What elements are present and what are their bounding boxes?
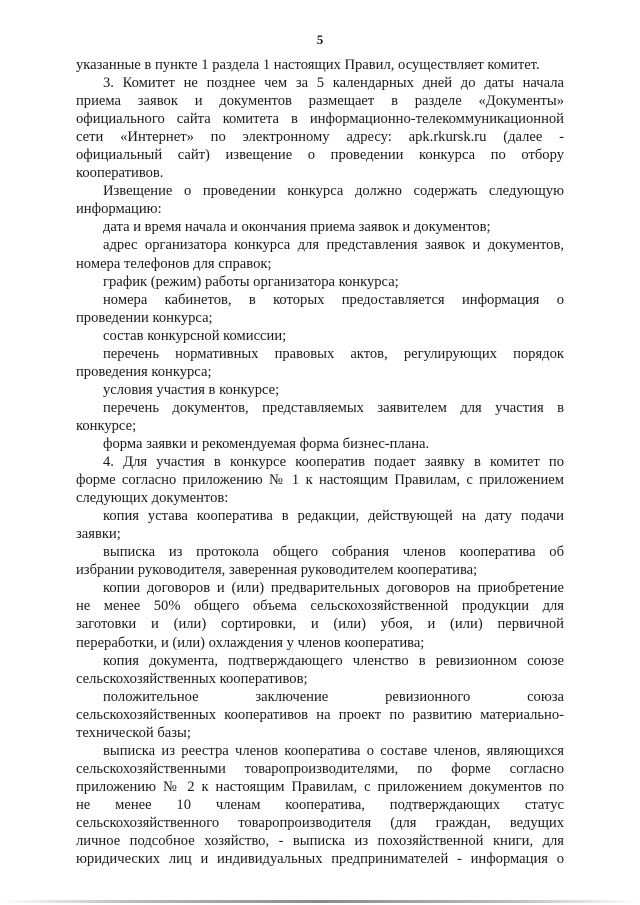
text-line: заготовки и (или) сортировки, и (или) убоя, и (или) первичной bbox=[76, 616, 564, 633]
text-line: Извещение о проведении конкурса должно содержать следующую bbox=[103, 183, 564, 200]
text-line: заявки; bbox=[76, 526, 121, 543]
text-line: выписка из протокола общего собрания членов кооператива об bbox=[103, 544, 564, 561]
text-line: условия участия в конкурсе; bbox=[103, 381, 280, 398]
text-line: указанные в пункте 1 раздела 1 настоящих Правил, осуществляет комитет. bbox=[76, 57, 540, 73]
document-body bbox=[76, 56, 564, 868]
text-line: сельскохозяйственными товаропроизводителями, по форме согласно bbox=[76, 760, 564, 777]
text-line: выписка из реестра членов кооператива о составе членов, являющихся bbox=[103, 742, 564, 759]
text-line: технической базы; bbox=[76, 724, 191, 741]
text-line: 3. Комитет не позднее чем за 5 календарных дней до даты начала bbox=[103, 75, 564, 92]
text-line: дата и время начала и окончания приема заявок и документов; bbox=[103, 219, 491, 236]
text-line: адрес организатора конкурса для представления заявок и документов, bbox=[103, 237, 564, 254]
text-line: информацию: bbox=[76, 201, 162, 218]
text-line: график (режим) работы организатора конкурса; bbox=[103, 273, 399, 290]
text-line: перечень нормативных правовых актов, регулирующих порядок bbox=[103, 345, 564, 362]
text-line: приема заявок и документов размещает в разделе «Документы» bbox=[76, 93, 564, 110]
text-line: следующих документов: bbox=[76, 490, 229, 507]
text-line: не менее 50% общего объема сельскохозяйственной продукции для bbox=[76, 598, 564, 615]
text-line: форма заявки и рекомендуемая форма бизнес-плана. bbox=[103, 435, 430, 452]
text-line: копия устава кооператива в редакции, действующей на дату подачи bbox=[103, 508, 564, 525]
text-line: копии договоров и (или) предварительных договоров на приобретение bbox=[103, 580, 564, 597]
text-line: номера телефонов для справок; bbox=[76, 255, 272, 272]
text-line: приложению № 2 к настоящим Правилам, с приложением документов по bbox=[76, 778, 564, 795]
page-number: 5 bbox=[316, 32, 324, 47]
text-line: не менее 10 членам кооператива, подтверждающих статус bbox=[76, 796, 564, 813]
text-line: сельскохозяйственных кооперативов на проект по развитию материально- bbox=[76, 706, 564, 723]
text-line: личное подсобное хозяйство, - выписка из похозяйственной книги, для bbox=[76, 833, 564, 850]
text-line: сельскохозяйственных кооперативов; bbox=[76, 670, 308, 687]
text-line: официальный сайт) извещение о проведении конкурса по отбору bbox=[76, 147, 564, 164]
text-line: юридических лиц и индивидуальных предпринимателей - информация о bbox=[76, 851, 564, 868]
text-line: официального сайта комитета в информационно-телекоммуникационной bbox=[76, 111, 564, 128]
text-line: форме согласно приложению № 1 к настоящим Правилам, с приложением bbox=[76, 472, 564, 489]
text-line: номера кабинетов, в которых предоставляется информация о bbox=[103, 291, 564, 308]
text-line: копия документа, подтверждающего членство в ревизионном союзе bbox=[103, 652, 564, 669]
text-line: проведении конкурса; bbox=[76, 309, 213, 326]
text-line: переработки, и (или) охлаждения у членов кооператива; bbox=[76, 634, 425, 651]
text-line: кооперативов. bbox=[76, 165, 164, 182]
text-line: перечень документов, представляемых заявителем для участия в bbox=[103, 399, 564, 416]
text-line: конкурсе; bbox=[76, 417, 137, 434]
text-line: сельскохозяйственного товаропроизводителя (для граждан, ведущих bbox=[76, 814, 564, 831]
text-line: проведения конкурса; bbox=[76, 363, 212, 380]
text-line: избрании руководителя, заверенная руководителем кооператива; bbox=[76, 562, 478, 579]
text-line: 4. Для участия в конкурсе кооператив подает заявку в комитет по bbox=[103, 454, 564, 471]
text-line: положительное заключение ревизионного союза bbox=[103, 688, 564, 705]
text-line: сети «Интернет» по электронному адресу: apk.rkursk.ru (далее - bbox=[76, 129, 564, 146]
text-line: состав конкурсной комиссии; bbox=[103, 327, 287, 344]
scan-edge-line bbox=[0, 900, 640, 903]
